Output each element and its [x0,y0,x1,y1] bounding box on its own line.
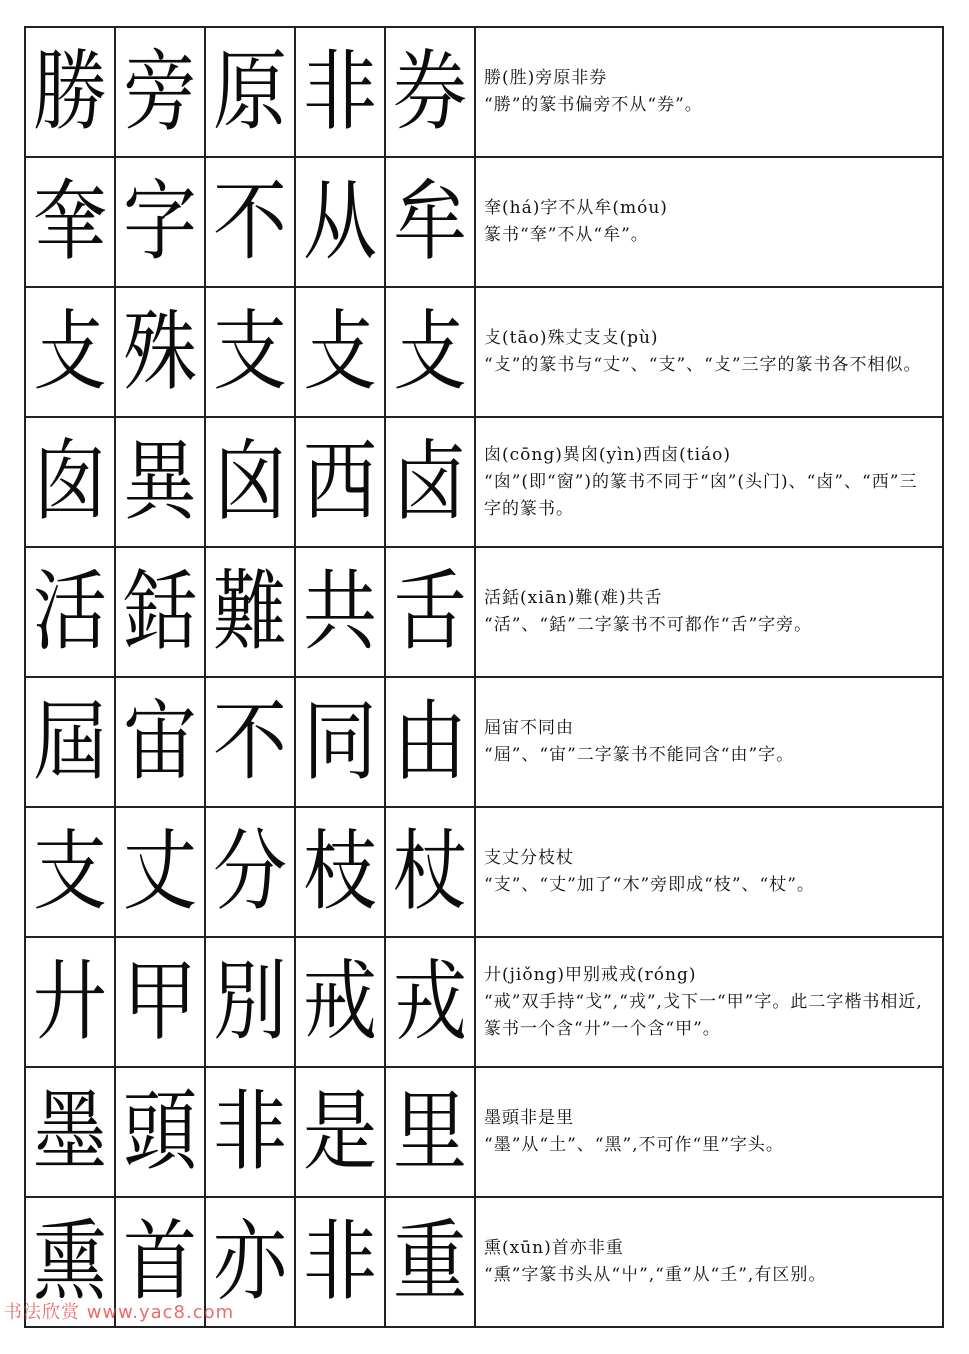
row-title: 屆宙不同由 [484,718,574,738]
row-note: “屆”、“宙”二字篆书不能同含“由”字。 [484,745,795,765]
row-note: “戒”双手持“戈”,“戎”,戈下一“甲”字。此二字楷书相近,篆书一个含“廾”一个含“甲”。 [484,991,923,1039]
seal-glyph: 非 [205,1067,295,1197]
seal-glyph: 亦 [205,1197,295,1327]
row-note: “活”、“銛”二字篆书不可都作“舌”字旁。 [484,615,813,635]
seal-glyph: 囱 [25,417,115,547]
seal-glyph: 殊 [115,287,205,417]
row-description [475,27,943,157]
table-row [25,417,943,547]
row-title: 羍(há)字不从牟(móu) [484,198,668,218]
seal-glyph: 支 [205,287,295,417]
row-description [475,937,943,1067]
row-description [475,417,943,547]
row-note: “墨”从“土”、“黑”,不可作“里”字头。 [484,1135,784,1155]
seal-glyph: 銛 [115,547,205,677]
seal-glyph: 非 [295,27,385,157]
table-row [25,937,943,1067]
row-title: 囱(cōng)異囟(yìn)西卤(tiáo) [484,444,732,465]
seal-glyph: 宙 [115,677,205,807]
row-note: “囱”(即“窗”)的篆书不同于“囟”(头门)、“卤”、“西”三字的篆书。 [484,471,918,519]
seal-glyph: 分 [205,807,295,937]
row-title: 廾(jiǒng)甲别戒戎(róng) [484,964,697,985]
row-note: “攴”的篆书与“丈”、“支”、“攴”三字的篆书各不相似。 [484,355,922,375]
row-title: 活銛(xiān)難(难)共舌 [484,588,663,608]
watermark: 书法欣赏 www.yac8.com [4,1302,235,1323]
seal-glyph: 从 [295,157,385,287]
seal-glyph: 戒 [295,937,385,1067]
row-description [475,1067,943,1197]
seal-glyph: 不 [205,677,295,807]
row-note: 篆书“羍”不从“牟”。 [484,225,649,245]
table-row [25,287,943,417]
seal-glyph: 別 [205,937,295,1067]
seal-glyph: 里 [385,1067,475,1197]
seal-glyph: 牟 [385,157,475,287]
table-row [25,157,943,287]
seal-glyph: 廾 [25,937,115,1067]
seal-glyph: 西 [295,417,385,547]
seal-glyph: 舌 [385,547,475,677]
seal-glyph: 旁 [115,27,205,157]
row-title: 勝(胜)旁原非券 [484,68,608,88]
seal-glyph: 難 [205,547,295,677]
row-description [475,677,943,807]
row-title: 攴(tāo)殊丈支攴(pù) [484,328,659,348]
row-description [475,547,943,677]
seal-glyph: 首 [115,1197,205,1327]
seal-glyph: 字 [115,157,205,287]
seal-glyph: 囟 [205,417,295,547]
seal-glyph: 不 [205,157,295,287]
seal-glyph: 杖 [385,807,475,937]
seal-glyph: 是 [295,1067,385,1197]
seal-glyph: 同 [295,677,385,807]
row-title: 墨頭非是里 [484,1108,574,1128]
seal-glyph: 非 [295,1197,385,1327]
row-title: 支丈分枝杖 [484,848,574,868]
seal-glyph: 丈 [115,807,205,937]
row-description [475,807,943,937]
row-note: “支”、“丈”加了“木”旁即成“枝”、“杖”。 [484,875,815,895]
seal-glyph: 頭 [115,1067,205,1197]
seal-glyph: 攴 [385,287,475,417]
row-description [475,287,943,417]
seal-glyph: 甲 [115,937,205,1067]
seal-glyph: 活 [25,547,115,677]
seal-glyph: 熏 [25,1197,115,1327]
seal-glyph: 由 [385,677,475,807]
table-row [25,807,943,937]
seal-glyph: 屆 [25,677,115,807]
seal-glyph: 墨 [25,1067,115,1197]
seal-glyph: 支 [25,807,115,937]
seal-glyph: 枝 [295,807,385,937]
seal-glyph: 攴 [295,287,385,417]
seal-script-comparison-table [24,26,944,1328]
seal-glyph: 卤 [385,417,475,547]
table-row [25,27,943,157]
row-description [475,1197,943,1327]
row-description [475,157,943,287]
seal-glyph: 重 [385,1197,475,1327]
seal-glyph: 原 [205,27,295,157]
row-note: “勝”的篆书偏旁不从“券”。 [484,95,703,115]
table-row [25,1067,943,1197]
seal-glyph: 勝 [25,27,115,157]
seal-glyph: 券 [385,27,475,157]
table-row [25,677,943,807]
seal-glyph: 異 [115,417,205,547]
table-row [25,547,943,677]
seal-glyph: 羍 [25,157,115,287]
row-note: “熏”字篆书头从“屮”,“重”从“𡈼”,有区别。 [484,1265,827,1285]
seal-glyph: 共 [295,547,385,677]
row-title: 熏(xūn)首亦非重 [484,1238,624,1258]
seal-glyph: 攴 [25,287,115,417]
seal-glyph: 戎 [385,937,475,1067]
